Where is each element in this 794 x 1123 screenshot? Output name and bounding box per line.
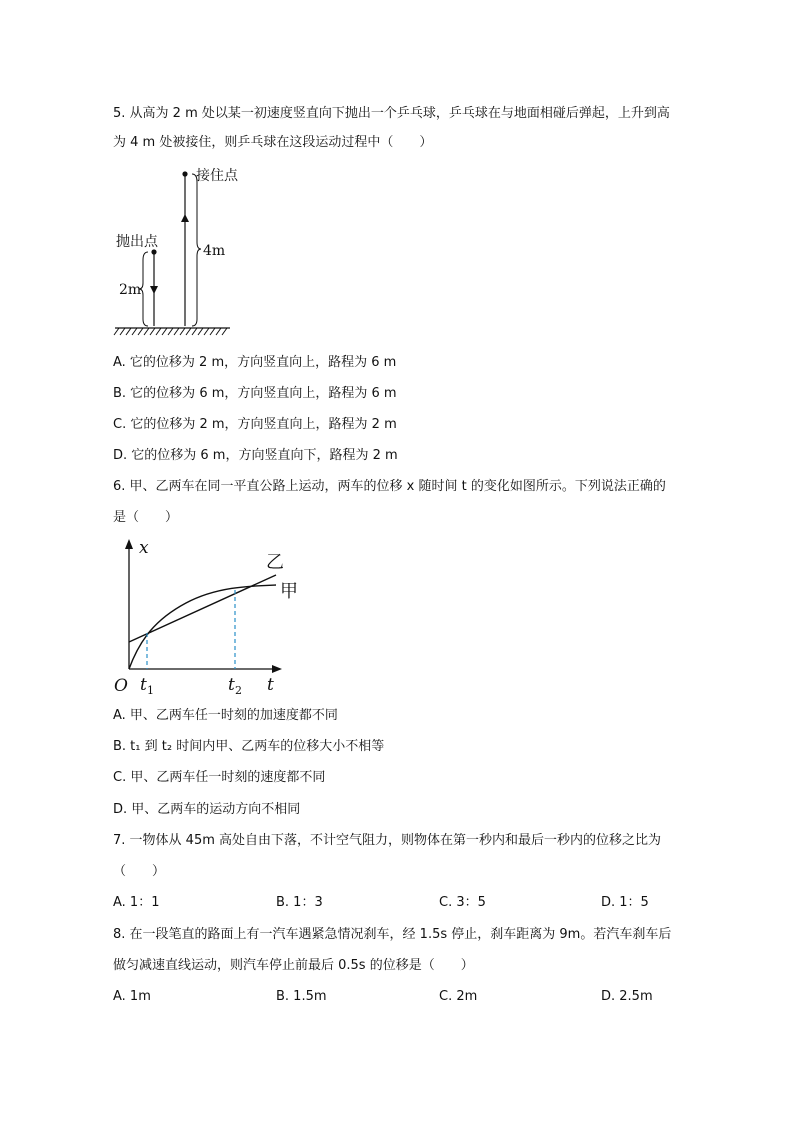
q5-option-d: D. 它的位移为 6 m，方向竖直向下，路程为 2 m bbox=[113, 448, 398, 463]
q8-option-d: D. 2.5m bbox=[601, 989, 653, 1004]
q7-stem-line2: （ ） bbox=[113, 864, 166, 879]
q5-stem-line1: 5. 从高为 2 m 处以某一初速度竖直向下抛出一个乒乓球，乒乓球在与地面相碰后弹起，上升到高 bbox=[113, 106, 670, 121]
catch-point-label: 接住点 bbox=[196, 168, 238, 184]
q6-stem-line2: 是（ ） bbox=[113, 510, 179, 525]
q7-option-c: C. 3：5 bbox=[439, 895, 486, 910]
q8-option-c: C. 2m bbox=[439, 989, 478, 1004]
q8-stem-line1: 8. 在一段笔直的路面上有一汽车遇紧急情况刹车，经 1.5s 停止，刹车距离为 9m。若汽车刹车后 bbox=[113, 927, 672, 942]
q5-option-b: B. 它的位移为 6 m，方向竖直向上，路程为 6 m bbox=[113, 386, 397, 401]
height-2m-label: 2m bbox=[119, 282, 142, 298]
q5-figure bbox=[110, 160, 240, 340]
q5-stem-line2: 为 4 m 处被接住，则乒乓球在这段运动过程中（ ） bbox=[113, 135, 433, 150]
t2-label: t bbox=[228, 675, 235, 695]
q7-option-a: A. 1：1 bbox=[113, 895, 160, 910]
t1-subscript: 1 bbox=[147, 684, 154, 695]
q7-option-b: B. 1：3 bbox=[276, 895, 323, 910]
q7-stem-line1: 7. 一物体从 45m 高处自由下落，不计空气阻力，则物体在第一秒内和最后一秒内的位移之比为 bbox=[113, 833, 662, 848]
t2-subscript: 2 bbox=[235, 684, 242, 695]
origin-label: O bbox=[114, 676, 128, 695]
curve-label-yi: 乙 bbox=[266, 552, 284, 573]
q8-option-a: A. 1m bbox=[113, 989, 151, 1004]
q5-option-a: A. 它的位移为 2 m，方向竖直向上，路程为 6 m bbox=[113, 355, 397, 370]
q7-option-d: D. 1：5 bbox=[601, 895, 649, 910]
q6-option-c: C. 甲、乙两车任一时刻的速度都不同 bbox=[113, 770, 326, 785]
q6-option-d: D. 甲、乙两车的运动方向不相同 bbox=[113, 802, 301, 817]
q6-stem-line1: 6. 甲、乙两车在同一平直公路上运动，两车的位移 x 随时间 t 的变化如图所示。下列说法正确的 bbox=[113, 479, 666, 494]
q8-stem-line2: 做匀减速直线运动，则汽车停止前最后 0.5s 的位移是（ ） bbox=[113, 958, 474, 973]
x-axis-label: t bbox=[267, 675, 274, 695]
q6-option-a: A. 甲、乙两车任一时刻的加速度都不同 bbox=[113, 708, 338, 723]
curve-jia bbox=[129, 585, 276, 669]
curve-label-jia: 甲 bbox=[280, 581, 298, 602]
height-4m-label: 4m bbox=[203, 243, 226, 259]
q6-graph bbox=[108, 535, 308, 695]
line-yi bbox=[129, 575, 276, 642]
q8-option-b: B. 1.5m bbox=[276, 989, 327, 1004]
q6-option-b: B. t₁ 到 t₂ 时间内甲、乙两车的位移大小不相等 bbox=[113, 739, 385, 754]
q5-option-c: C. 它的位移为 2 m，方向竖直向上，路程为 2 m bbox=[113, 417, 397, 432]
y-axis-label: x bbox=[139, 538, 149, 558]
throw-point-label: 抛出点 bbox=[116, 234, 158, 250]
t1-label: t bbox=[140, 675, 147, 695]
